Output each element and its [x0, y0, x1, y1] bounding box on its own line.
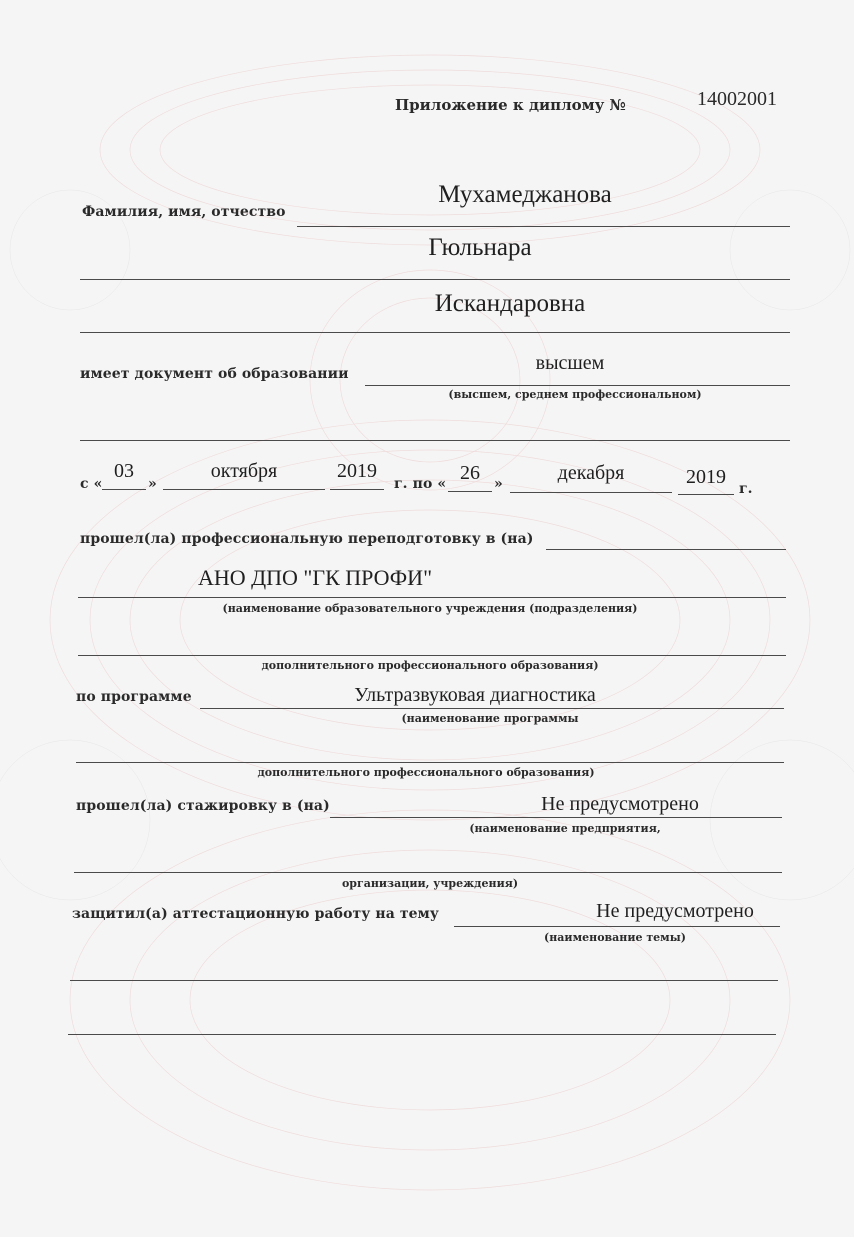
retraining-line-3	[78, 655, 786, 656]
retraining-caption-2: дополнительного профессионального образования)	[261, 659, 599, 672]
fio-patronymic: Искандаровна	[434, 290, 586, 317]
retraining-value: АНО ДПО "ГК ПРОФИ"	[197, 565, 433, 590]
period-to-year-line	[678, 494, 734, 495]
period-to-prefix: г. по «	[394, 476, 447, 492]
program-value: Ультразвуковая диагностика	[354, 684, 596, 706]
program-line-2	[76, 762, 784, 763]
period-to-year: 2019	[686, 466, 726, 488]
thesis-line-2	[70, 980, 778, 981]
diploma-number: 14002001	[697, 88, 777, 110]
period-to-day-line	[448, 491, 492, 492]
internship-caption-2: организации, учреждения)	[341, 877, 519, 890]
fio-label: Фамилия, имя, отчество	[82, 204, 286, 220]
retraining-label: прошел(ла) профессиональную переподготовку в (на)	[80, 531, 534, 547]
fio-line-2	[80, 279, 790, 280]
thesis-value: Не предусмотрено	[596, 900, 754, 922]
period-from-day-line	[102, 489, 146, 490]
thesis-caption: (наименование темы)	[544, 931, 686, 944]
period-from-month-line	[163, 489, 325, 490]
period-from-year: 2019	[337, 460, 377, 482]
internship-label: прошел(ла) стажировку в (на)	[76, 798, 330, 814]
education-caption: (высшем, среднем профессиональном)	[448, 388, 702, 401]
internship-line-1	[330, 817, 782, 818]
period-year-suffix: г.	[739, 481, 753, 497]
education-line-2	[80, 440, 790, 441]
program-caption-2: дополнительного профессионального образования)	[257, 766, 595, 779]
retraining-caption-1: (наименование образовательного учреждения (подразделения)	[222, 602, 638, 615]
internship-line-2	[74, 872, 782, 873]
internship-value: Не предусмотрено	[541, 793, 699, 815]
period-from-prefix: с «	[80, 476, 103, 492]
education-label: имеет документ об образовании	[80, 366, 349, 382]
period-from-quote: »	[148, 476, 157, 492]
program-line-1	[200, 708, 784, 709]
thesis-line-1	[454, 926, 780, 927]
period-to-quote: »	[494, 476, 503, 492]
thesis-line-3	[68, 1034, 776, 1035]
internship-caption-1: (наименование предприятия,	[469, 822, 661, 835]
fio-line-3	[80, 332, 790, 333]
period-to-day: 26	[460, 462, 480, 484]
retraining-line-2	[78, 597, 786, 598]
retraining-line-1	[546, 549, 786, 550]
fio-surname: Мухамеджанова	[438, 181, 612, 208]
period-to-month-line	[510, 492, 672, 493]
fio-line-1	[297, 226, 790, 227]
document-title: Приложение к диплому №	[395, 96, 626, 114]
program-caption-1: (наименование программы	[401, 712, 579, 725]
period-from-month: октября	[210, 460, 278, 482]
thesis-label: защитил(а) аттестационную работу на тему	[72, 906, 439, 922]
fio-name: Гюльнара	[428, 234, 532, 261]
education-line	[365, 385, 790, 386]
period-from-day: 03	[114, 460, 134, 482]
period-from-year-line	[330, 489, 384, 490]
program-label: по программе	[76, 689, 192, 705]
period-to-month: декабря	[557, 462, 625, 484]
education-value: высшем	[535, 352, 605, 374]
